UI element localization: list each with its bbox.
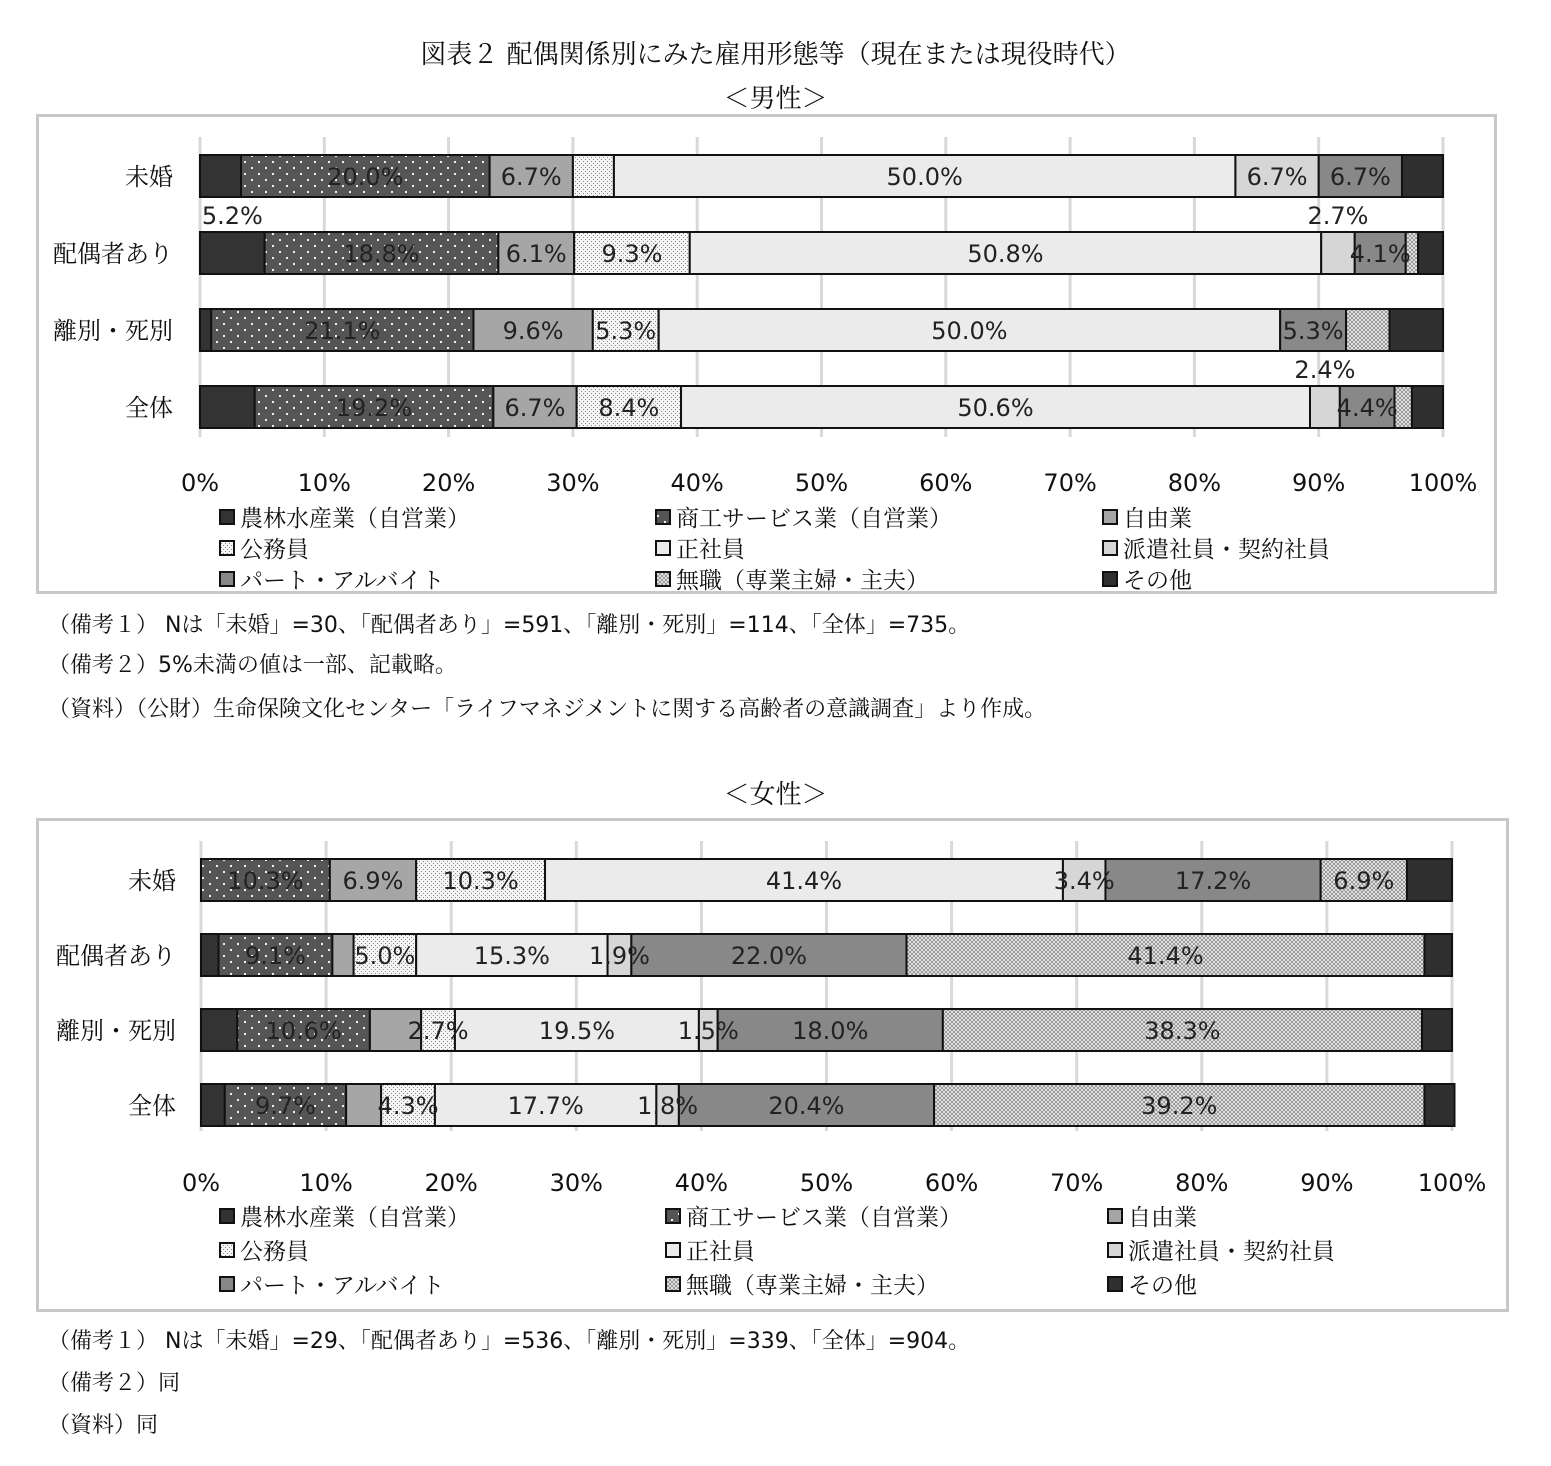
legend-item [1103,537,1330,563]
legend-label: その他 [1123,568,1192,591]
bar-segment-series-0 [200,232,265,274]
x-tick-label: 50% [794,469,849,497]
bar-segment-series-8 [1407,859,1452,901]
data-label: 4.1% [1349,240,1411,268]
x-tick-label: 0% [181,1169,221,1197]
male-note-2: （備考２）5%未満の値は一部、記載略。 [48,653,457,678]
x-tick-label: 0% [180,469,220,497]
data-label: 6.1% [505,240,567,268]
female-chart-panel [36,818,1509,1312]
data-label: 2.7% [407,1017,469,1045]
data-label: 4.3% [377,1092,439,1120]
male-chart-panel [36,114,1497,594]
legend-swatch [666,1277,680,1291]
male-chart-subtitle: ＜男性＞ [723,84,828,114]
data-label: 39.2% [1141,1092,1218,1120]
x-tick-label: 30% [549,1169,603,1197]
category-label: 配偶者あり [56,942,176,970]
main-title: 図表２ 配偶関係別にみた雇用形態等（現在または現役時代） [420,40,1131,70]
legend-swatch [1103,541,1117,555]
legend-item [1108,1205,1197,1231]
data-label: 10.3% [227,867,304,895]
data-label: 9.7% [254,1092,316,1120]
x-tick-label: 60% [924,1169,979,1197]
bar-segment-series-0 [200,155,241,197]
female-chart-subtitle: ＜女性＞ [723,780,828,810]
data-label: 10.3% [442,867,519,895]
data-label: 20.4% [768,1092,845,1120]
legend-label: 自由業 [1128,1205,1197,1231]
legend-item [666,1273,939,1299]
data-label: 19.2% [335,394,413,422]
category-label: 未婚 [125,163,173,191]
x-tick-label: 100% [1417,1169,1487,1197]
bar-segment-series-8 [1424,934,1452,976]
data-label: 50.8% [967,240,1044,268]
data-label: 8.4% [598,394,660,422]
female-note-1: （備考１） Nは「未婚」=29、「配偶者あり」=536、「離別・死別」=339、「全体」=904。 [48,1329,971,1354]
category-label: 未婚 [128,867,176,895]
x-tick-label: 60% [919,469,973,497]
legend-label: 自由業 [1123,506,1192,532]
legend-swatch [220,1243,234,1257]
bar-segment-series-8 [1390,309,1443,351]
x-tick-label: 100% [1408,469,1478,497]
legend-label: 無職（専業主婦・主夫） [676,568,929,591]
legend-swatch [220,1277,234,1291]
legend-item [220,1205,470,1231]
data-label: 19.5% [538,1017,616,1045]
data-label: 6.7% [1329,163,1391,191]
data-label: 22.0% [730,942,808,970]
bar-segment-series-2 [346,1084,381,1126]
legend-item [220,506,470,532]
legend-label: 派遣社員・契約社員 [1128,1239,1335,1265]
x-tick-label: 40% [674,1169,729,1197]
legend-item [220,1273,444,1299]
data-label: 3.4% [1053,867,1115,895]
legend-swatch [656,510,670,524]
data-label: 10.6% [265,1017,342,1045]
data-label: 20.0% [327,163,404,191]
category-label: 離別・死別 [56,1017,176,1045]
legend-item [220,1239,309,1265]
bar-segment-series-8 [1412,386,1443,428]
bar-segment-series-0 [200,309,211,351]
x-tick-label: 70% [1050,1169,1104,1197]
data-label: 1.8% [637,1092,699,1120]
data-label: 17.2% [1174,867,1252,895]
x-tick-label: 20% [424,1169,478,1197]
data-label: 6.9% [342,867,404,895]
legend-swatch [656,572,670,586]
x-tick-label: 20% [421,469,476,497]
bar-segment-series-8 [1422,1009,1452,1051]
legend-label: 農林水産業（自営業） [240,506,470,532]
data-label: 50.0% [886,163,963,191]
data-label: 6.7% [1246,163,1308,191]
data-label-outside: 2.4% [1294,356,1356,384]
male-source: （資料）（公財）生命保険文化センター「ライフマネジメントに関する高齢者の意識調査」より作成。 [48,697,1047,722]
data-label: 9.6% [502,317,564,345]
legend-label: 農林水産業（自営業） [240,1205,470,1231]
data-label: 38.3% [1144,1017,1221,1045]
data-label: 41.4% [765,867,843,895]
data-label-outside: 2.7% [1307,202,1369,230]
bar-segment-series-5 [1310,386,1340,428]
legend-item [656,506,952,532]
data-label: 18.8% [343,240,420,268]
data-label: 1.9% [588,942,650,970]
bar-segment-series-3 [573,155,614,197]
bar-segment-series-8 [1418,232,1443,274]
data-label: 9.1% [244,942,306,970]
bar-segment-series-0 [200,386,255,428]
legend-item [1103,568,1192,591]
category-label: 離別・死別 [53,317,173,345]
legend-item [220,568,444,591]
data-label: 6.7% [504,394,566,422]
bar-segment-series-8 [1402,155,1443,197]
legend-item [220,537,309,563]
legend-swatch [1108,1277,1122,1291]
data-label-outside: 5.2% [201,202,263,230]
legend-swatch [1108,1243,1122,1257]
female-chart-svg [39,821,1506,1309]
x-tick-label: 70% [1043,469,1097,497]
x-tick-label: 90% [1300,1169,1354,1197]
x-tick-label: 10% [299,1169,353,1197]
x-tick-label: 80% [1167,469,1222,497]
legend-label: 派遣社員・契約社員 [1123,537,1330,563]
data-label: 4.4% [1336,394,1398,422]
data-label: 1.5% [677,1017,739,1045]
legend-item [1108,1273,1197,1299]
male-chart-svg [39,117,1494,591]
x-tick-label: 50% [799,1169,854,1197]
legend-label: パート・アルバイト [240,568,445,591]
legend-label: パート・アルバイト [240,1273,445,1299]
legend-label: 無職（専業主婦・主夫） [686,1273,939,1299]
female-note-2: （備考２）同 [48,1371,181,1396]
data-label: 6.7% [500,163,562,191]
bar-segment-series-8 [1424,1084,1454,1126]
category-label: 全体 [125,394,173,422]
bar-segment-series-0 [201,1084,225,1126]
legend-item [656,537,745,563]
legend-swatch [1108,1209,1122,1223]
data-label: 21.1% [304,317,381,345]
category-label: 配偶者あり [53,240,173,268]
legend-swatch [220,510,234,524]
data-label: 15.3% [473,942,550,970]
legend-item [1108,1239,1335,1265]
data-label: 9.3% [601,240,663,268]
legend-swatch [666,1243,680,1257]
data-label: 6.9% [1333,867,1395,895]
data-label: 18.0% [792,1017,869,1045]
legend-swatch [220,541,234,555]
bar-segment-series-2 [332,934,353,976]
legend-item [666,1205,962,1231]
data-label: 17.7% [507,1092,584,1120]
data-label: 50.6% [957,394,1034,422]
category-label: 全体 [128,1092,176,1120]
bar-segment-series-0 [201,934,219,976]
data-label: 41.4% [1127,942,1204,970]
legend-label: 正社員 [686,1239,755,1265]
legend-label: 商工サービス業（自営業） [686,1205,962,1231]
legend-item [1103,506,1192,532]
legend-swatch [220,1209,234,1223]
legend-label: 公務員 [240,1239,309,1265]
legend-swatch [656,541,670,555]
legend-swatch [1103,572,1117,586]
bar-segment-series-0 [201,1009,237,1051]
data-label: 50.0% [931,317,1008,345]
legend-label: 公務員 [240,537,309,563]
data-label: 5.0% [354,942,416,970]
x-tick-label: 10% [297,469,351,497]
x-tick-label: 30% [546,469,600,497]
legend-item [666,1239,755,1265]
male-note-1: （備考１） Nは「未婚」=30、「配偶者あり」=591、「離別・死別」=114、「全体」=735。 [48,613,971,638]
legend-label: その他 [1128,1273,1197,1299]
bar-segment-series-7 [1346,309,1390,351]
legend-swatch [666,1209,680,1223]
x-tick-label: 80% [1175,1169,1229,1197]
legend-label: 正社員 [676,537,745,563]
legend-swatch [1103,510,1117,524]
data-label: 5.3% [595,317,657,345]
x-tick-label: 90% [1292,469,1346,497]
legend-label: 商工サービス業（自営業） [676,506,952,532]
female-source: （資料）同 [48,1413,159,1438]
legend-swatch [220,572,234,586]
legend-item [656,568,929,591]
data-label: 5.3% [1282,317,1344,345]
x-tick-label: 40% [670,469,724,497]
